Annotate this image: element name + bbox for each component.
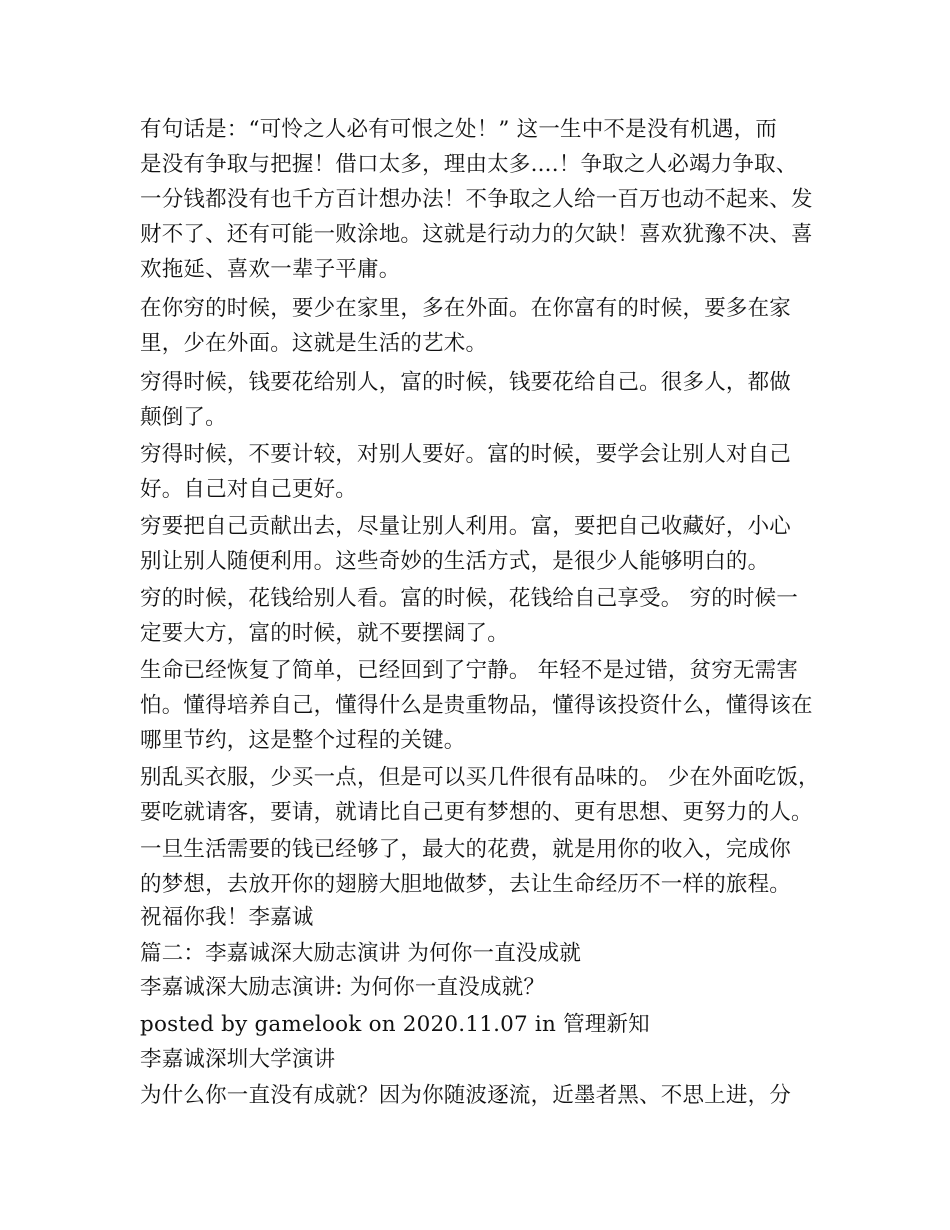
signature-line: 祝福你我！李嘉诚 xyxy=(140,905,314,930)
paragraph-line: 好。自己对自己更好。 xyxy=(140,477,358,502)
section-heading: 篇二：李嘉诚深大励志演讲 为何你一直没成就 xyxy=(140,941,582,966)
paragraph-line: 哪里节约，这是整个过程的关键。 xyxy=(140,728,466,753)
paragraph-line: 别乱买衣服，少买一点，但是可以买几件很有品味的。 少在外面吃饭， xyxy=(140,765,820,790)
paragraph-line: 颠倒了。 xyxy=(140,405,227,430)
paragraph-line: 一旦生活需要的钱已经够了，最大的花费，就是用你的收入，完成你 xyxy=(140,837,792,862)
paragraph-line: 有句话是：“可怜之人必有可恨之处！” 这一生中不是没有机遇，而 xyxy=(140,117,778,142)
paragraph-line: 的梦想，去放开你的翅膀大胆地做梦，去让生命经历不一样的旅程。 xyxy=(140,872,792,897)
paragraph-line: 欢拖延、喜欢一辈子平庸。 xyxy=(140,257,401,282)
paragraph-line: 在你穷的时候，要少在家里，多在外面。在你富有的时候，要多在家 xyxy=(140,296,792,321)
paragraph-line: 要吃就请客，要请，就请比自己更有梦想的、更有思想、更努力的人。 xyxy=(140,800,813,825)
paragraph-line: 为什么你一直没有成就？因为你随波逐流，近墨者黑、不思上进，分 xyxy=(140,1083,792,1108)
paragraph-line: 财不了、还有可能一败涂地。这就是行动力的欠缺！喜欢犹豫不决、喜 xyxy=(140,222,813,247)
paragraph-line: 生命已经恢复了简单，已经回到了宁静。 年轻不是过错，贫穷无需害 xyxy=(140,658,799,683)
paragraph-line: 怕。懂得培养自己，懂得什么是贵重物品，懂得该投资什么，懂得该在 xyxy=(140,693,813,718)
speech-heading: 李嘉诚深圳大学演讲 xyxy=(140,1047,336,1072)
article-title: 李嘉诚深大励志演讲: 为何你一直没成就？ xyxy=(140,975,546,1000)
paragraph-line: 穷得时候，不要计较，对别人要好。富的时候，要学会让别人对自己 xyxy=(140,442,792,467)
paragraph-line: 一分钱都没有也千方百计想办法！不争取之人给一百万也动不起来、发 xyxy=(140,187,813,212)
paragraph-line: 定要大方，富的时候，就不要摆阔了。 xyxy=(140,621,509,646)
paragraph-line: 里，少在外面。这就是生活的艺术。 xyxy=(140,331,488,356)
paragraph-line: 别让别人随便利用。这些奇妙的生活方式，是很少人能够明白的。 xyxy=(140,549,770,574)
paragraph-line: 是没有争取与把握！借口太多，理由太多....！争取之人必竭力争取、 xyxy=(140,152,798,177)
paragraph-line: 穷要把自己贡献出去，尽量让别人利用。富，要把自己收藏好，小心 xyxy=(140,514,792,539)
paragraph-line: 穷得时候，钱要花给别人，富的时候，钱要花给自己。很多人，都做 xyxy=(140,370,792,395)
paragraph-line: 穷的时候，花钱给别人看。富的时候，花钱给自己享受。 穷的时候一 xyxy=(140,586,799,611)
post-meta: posted by gamelook on 2020.11.07 in 管理新知 xyxy=(140,1012,650,1037)
